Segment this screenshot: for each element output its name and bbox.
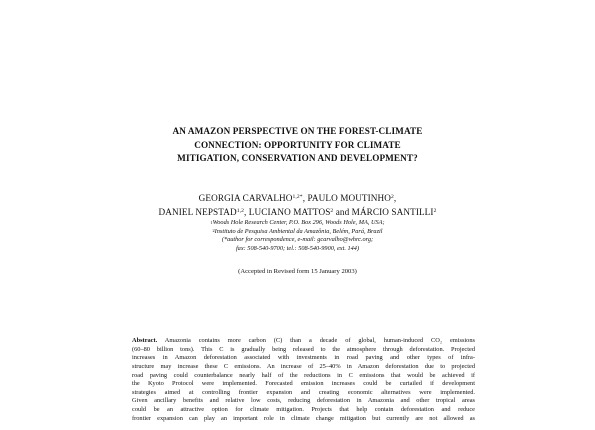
author-affiliation-mark: 2	[433, 207, 437, 214]
affiliation-2	[0, 228, 595, 237]
contact-line: fax: 508-540-9700; tel.: 508-540-9900, ext. 144)	[235, 244, 360, 252]
author-affiliation-mark: 1,2*	[292, 194, 303, 200]
title-line-3: MITIGATION, CONSERVATION AND DEVELOPMENT?	[177, 153, 418, 163]
abstract-line: structure may increase these C emissions. An increase of 25–40% in Amazon deforestation due to projected	[132, 362, 475, 370]
author-line-1	[0, 192, 595, 206]
paper-title	[0, 125, 595, 166]
abstract-line: road paving could counterbalance nearly half of the reductions in C emissions that would be achieved if	[132, 371, 475, 379]
abstract-line: Given ancillary benefits and relative low costs, reducing deforestation in Amazonia and other tropical areas	[132, 397, 475, 405]
abstract-line	[132, 337, 475, 346]
abstract-line: increases in Amazon deforestation associated with investments in road paving and other types of infra-	[132, 354, 475, 362]
abstract-heading: Abstract.	[132, 337, 158, 344]
author-affiliation-mark: 2	[330, 207, 334, 214]
author-name: PAULO MOUTINHO	[307, 193, 392, 203]
affiliations	[0, 219, 595, 253]
abstract-text: Amazonia contains more carbon (C) than a decade of global, human-induced CO₂ emissions	[157, 337, 475, 344]
abstract-line: could be an attractive option for climate mitigation. Projects that help contain deforestation and reduce	[132, 406, 475, 414]
affiliation-mark: 1	[210, 219, 213, 225]
author-separator: ,	[302, 193, 308, 203]
abstract-line: strategies aimed at controlling frontier expansion and creating economic alternatives were implemented.	[132, 388, 475, 396]
author-separator: ,	[393, 193, 397, 203]
author-name: MÁRCIO SANTILLI	[351, 206, 434, 217]
affiliation-text: Woods Hole Research Center, P.O. Box 296, Woods Hole, MA, USA;	[212, 219, 385, 226]
author-separator: and	[333, 206, 352, 217]
author-affiliation-mark: 2	[391, 194, 394, 200]
affiliation-mark: 2	[212, 228, 215, 234]
title-line-1: AN AMAZON PERSPECTIVE ON THE FOREST-CLIMATE	[172, 126, 423, 136]
affiliation-text: Instituto de Pesquisa Ambiental da Amazônia, Belém, Pará, Brazil	[214, 227, 383, 235]
abstract-line: (60–80 billion tons). This C is gradually being released to the atmosphere through deforestation. Projected	[132, 345, 475, 353]
author-name: DANIEL NEPSTAD	[158, 206, 237, 217]
author-line-2	[0, 206, 595, 220]
accepted-date: (Accepted in Revised form 15 January 2003)	[238, 268, 357, 275]
author-name: LUCIANO MATTOS	[248, 206, 331, 217]
author-separator: ,	[243, 206, 249, 217]
title-line-2: CONNECTION: OPPORTUNITY FOR CLIMATE	[194, 139, 401, 150]
author-affiliation-mark: 1,2	[236, 207, 244, 214]
author-name: GEORGIA CARVALHO	[198, 193, 293, 203]
abstract-line: frontier expansion can play an important role in climate change mitigation but currently are not allowed as	[132, 414, 475, 422]
correspondence-line: (*author for correspondence, e-mail: gcarvalho@whrc.org;	[221, 236, 374, 244]
abstract-line: the Kyoto Protocol were implemented. Forecasted emission increases could be curtailed if development	[132, 380, 475, 388]
affiliation-1	[0, 219, 595, 228]
abstract	[132, 337, 475, 423]
author-list	[0, 192, 595, 219]
